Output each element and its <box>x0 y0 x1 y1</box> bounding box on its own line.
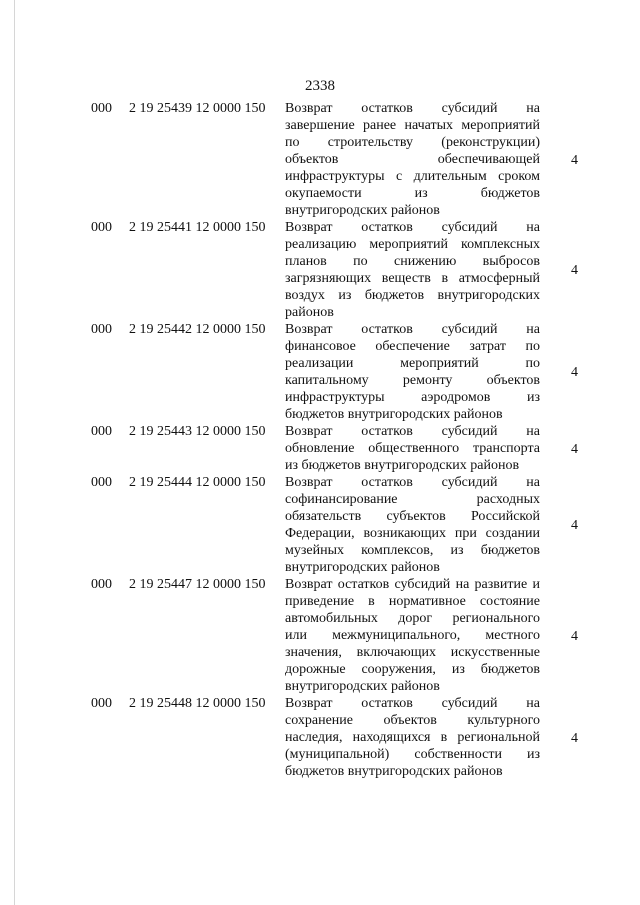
admin-code: 000 <box>91 220 112 235</box>
description-line: инфраструктуры аэродромов из <box>285 390 540 405</box>
income-description <box>285 100 540 219</box>
column-value: 4 <box>571 518 578 533</box>
budget-classification-code: 2 19 25441 12 0000 150 <box>129 220 266 235</box>
description-line: Возврат остатков субсидий на развитие и <box>285 577 540 592</box>
admin-code: 000 <box>91 101 112 116</box>
description-line: сохранение объектов культурного <box>285 713 540 728</box>
description-line: объектов обеспечивающей <box>285 152 540 167</box>
income-description <box>285 219 540 321</box>
description-line: воздух из бюджетов внутригородских <box>285 288 540 303</box>
budget-classification-code: 2 19 25439 12 0000 150 <box>129 101 266 116</box>
description-line: Возврат остатков субсидий на <box>285 322 540 337</box>
description-line: Федерации, возникающих при создании <box>285 526 540 541</box>
income-description <box>285 321 540 423</box>
column-value: 4 <box>571 365 578 380</box>
admin-code: 000 <box>91 696 112 711</box>
description-line: внутригородских районов <box>285 203 440 218</box>
description-line: внутригородских районов <box>285 560 440 575</box>
description-line: обновление общественного транспорта <box>285 441 540 456</box>
table-row <box>0 576 640 695</box>
description-line: наследия, находящихся в региональной <box>285 730 540 745</box>
table-row <box>0 100 640 219</box>
description-line: реализации мероприятий по <box>285 356 540 371</box>
budget-code-table <box>0 100 640 780</box>
description-line: софинансирование расходных <box>285 492 540 507</box>
description-line: капитальному ремонту объектов <box>285 373 540 388</box>
description-line: из бюджетов внутригородских районов <box>285 458 520 473</box>
table-row <box>0 423 640 474</box>
description-line: инфраструктуры с длительным сроком <box>285 169 540 184</box>
table-row <box>0 219 640 321</box>
description-line: бюджетов внутригородских районов <box>285 407 503 422</box>
description-line: Возврат остатков субсидий на <box>285 101 540 116</box>
table-row <box>0 321 640 423</box>
description-line: окупаемости из бюджетов <box>285 186 540 201</box>
description-line: районов <box>285 305 334 320</box>
income-description <box>285 423 540 474</box>
description-line: бюджетов внутригородских районов <box>285 764 503 779</box>
page-number: 2338 <box>305 78 335 94</box>
description-line: музейных комплексов, из бюджетов <box>285 543 540 558</box>
admin-code: 000 <box>91 322 112 337</box>
description-line: приведение в нормативное состояние <box>285 594 540 609</box>
description-line: финансовое обеспечение затрат по <box>285 339 540 354</box>
income-description <box>285 474 540 576</box>
description-line: дорожные сооружения, из бюджетов <box>285 662 540 677</box>
description-line: Возврат остатков субсидий на <box>285 220 540 235</box>
description-line: реализацию мероприятий комплексных <box>285 237 540 252</box>
description-line: значения, включающих искусственные <box>285 645 540 660</box>
description-line: Возврат остатков субсидий на <box>285 696 540 711</box>
budget-classification-code: 2 19 25442 12 0000 150 <box>129 322 266 337</box>
budget-classification-code: 2 19 25448 12 0000 150 <box>129 696 266 711</box>
description-line: обязательств субъектов Российской <box>285 509 540 524</box>
column-value: 4 <box>571 153 578 168</box>
column-value: 4 <box>571 731 578 746</box>
description-line: внутригородских районов <box>285 679 440 694</box>
income-description <box>285 576 540 695</box>
description-line: завершение ранее начатых мероприятий <box>285 118 540 133</box>
description-line: (муниципальной) собственности из <box>285 747 540 762</box>
budget-classification-code: 2 19 25447 12 0000 150 <box>129 577 266 592</box>
description-line: автомобильных дорог регионального <box>285 611 540 626</box>
description-line: планов по снижению выбросов <box>285 254 540 269</box>
description-line: по строительству (реконструкции) <box>285 135 540 150</box>
description-line: Возврат остатков субсидий на <box>285 424 540 439</box>
description-line: или межмуниципального, местного <box>285 628 540 643</box>
column-value: 4 <box>571 442 578 457</box>
admin-code: 000 <box>91 577 112 592</box>
description-line: Возврат остатков субсидий на <box>285 475 540 490</box>
budget-classification-code: 2 19 25444 12 0000 150 <box>129 475 266 490</box>
table-row <box>0 474 640 576</box>
table-row <box>0 695 640 780</box>
admin-code: 000 <box>91 475 112 490</box>
income-description <box>285 695 540 780</box>
column-value: 4 <box>571 263 578 278</box>
budget-classification-code: 2 19 25443 12 0000 150 <box>129 424 266 439</box>
column-value: 4 <box>571 629 578 644</box>
description-line: загрязняющих веществ в атмосферный <box>285 271 540 286</box>
admin-code: 000 <box>91 424 112 439</box>
